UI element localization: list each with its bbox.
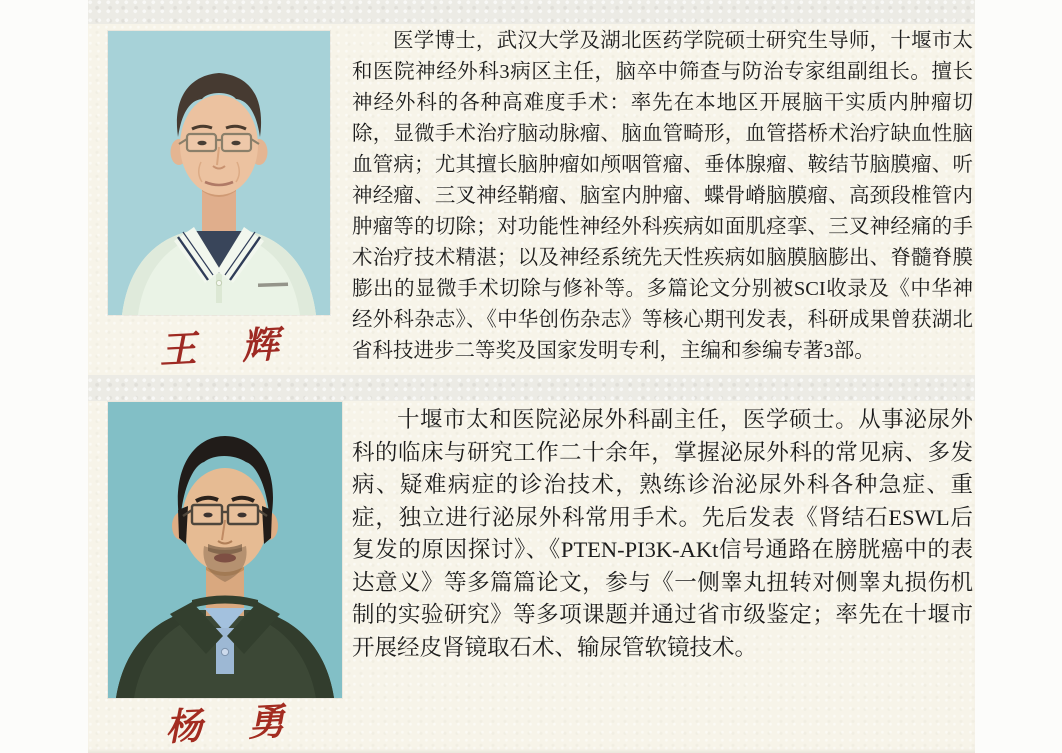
portrait-illustration-yang-yong — [108, 402, 342, 698]
name-caption-wang-hui: 王 辉 — [158, 323, 298, 373]
bio-text-yang-yong: 十堰市太和医院泌尿外科副主任，医学硕士。从事泌尿外科的临床与研究工作二十余年，掌握泌尿外科的常见病、多发病、疑难病症的诊治技术，熟练诊治泌尿外科各种急症、重症，独立进行泌尿外科常用手术。先后发表《肾结石ESWL后复发的原因探讨》、《PTEN-PI3K-AKt信号通路在膀胱癌中的表达意义》等多篇篇论文，参与《一侧睾丸扭转对侧睾丸损伤机制的实验研究》等多项课题并通过省市级鉴定；率先在十堰市开展经皮肾镜取石术、输尿管软镜技术。 — [352, 407, 973, 660]
portrait-photo-yang-yong — [108, 402, 342, 698]
portrait-illustration-wang-hui — [108, 31, 330, 315]
bio-text-wang-hui: 医学博士，武汉大学及湖北医药学院硕士研究生导师，十堰市太和医院神经外科3病区主任，脑卒中筛查与防治专家组副组长。擅长神经外科的各种高难度手术：率先在本地区开展脑干实质内肿瘤切除，显微手术治疗脑动脉瘤、脑血管畸形，血管搭桥术治疗缺血性脑血管病；尤其擅长脑肿瘤如颅咽管瘤、垂体腺瘤、鞍结节脑膜瘤、听神经瘤、三叉神经鞘瘤、脑室内肿瘤、蝶骨嵴脑膜瘤、高颈段椎管内肿瘤等的切除；对功能性神经外科疾病如面肌痉挛、三叉神经痛的手术治疗技术精湛；以及神经系统先天性疾病如脑膜脑膨出、脊髓脊膜膨出的显微手术切除与修补等。多篇论文分别被SCI收录及《中华神经外科杂志》、《中华创伤杂志》等核心期刊发表，科研成果曾获湖北省科技进步二等奖及国家发明专利，主编和参编专著3部。 — [352, 30, 973, 362]
name-caption-yang-yong: 杨 勇 — [164, 700, 304, 750]
portrait-photo-wang-hui — [108, 31, 330, 315]
